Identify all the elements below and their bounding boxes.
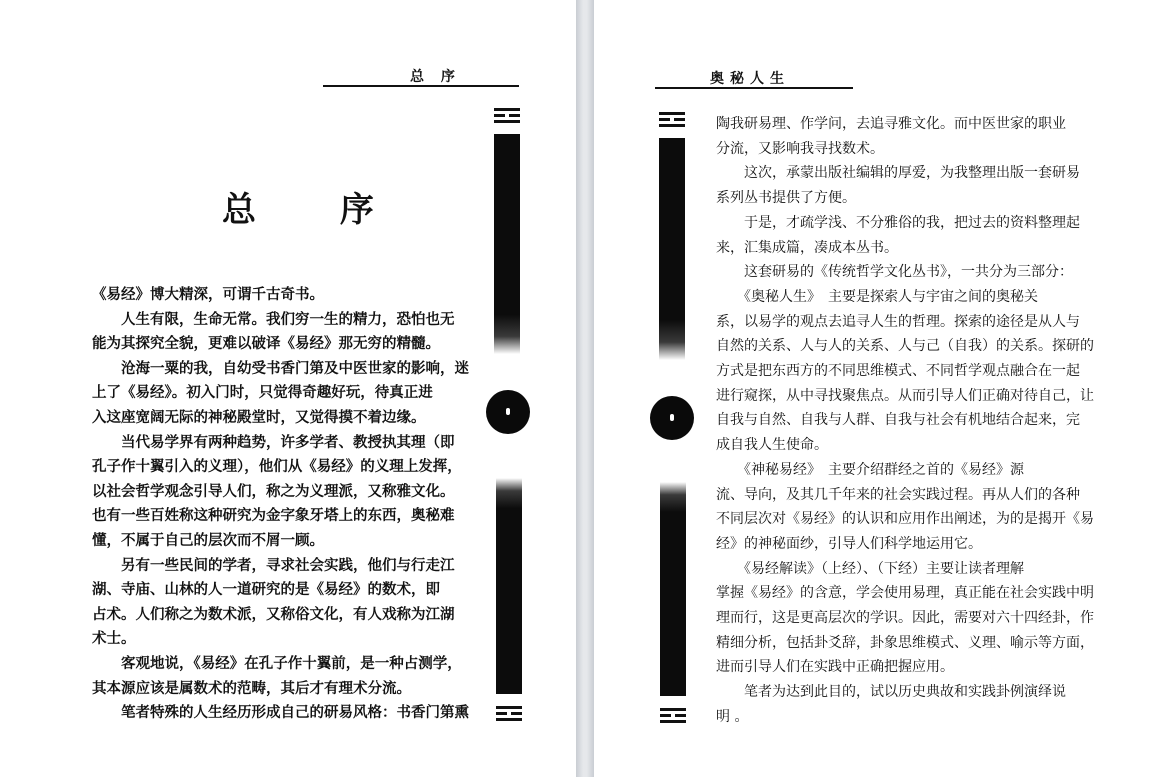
text-line: 经》的神秘面纱，引导人们科学地运用它。 bbox=[716, 535, 982, 552]
left-body-text bbox=[92, 283, 469, 726]
top-trigram-icon-right bbox=[659, 112, 685, 130]
circle-ornament-icon-left bbox=[486, 390, 530, 434]
top-trigram-icon-left bbox=[494, 108, 520, 126]
text-line: 以社会哲学观念引导人们，称之为义理派，又称雅文化。 bbox=[92, 482, 455, 500]
text-line: 成自我人生使命。 bbox=[716, 437, 828, 454]
text-line: 人生有限，生命无常。我们穷一生的精力，恐怕也无 bbox=[92, 310, 455, 328]
right-header-rule bbox=[655, 87, 853, 89]
text-line: 自我与自然、自我与人群、自我与社会有机地结合起来，完 bbox=[716, 412, 1080, 429]
text-line: 懂，不属于自己的层次而不屑一顾。 bbox=[92, 531, 324, 549]
page-title: 总 序 bbox=[222, 190, 410, 230]
left-header-rule bbox=[323, 85, 519, 87]
text-line: 沧海一粟的我，自幼受书香门第及中医世家的影响，迷 bbox=[92, 359, 469, 377]
bottom-trigram-icon-left bbox=[496, 706, 522, 724]
text-line: 当代易学界有两种趋势，许多学者、教授执其理（即 bbox=[92, 433, 455, 451]
right-running-header: 奥秘人生 bbox=[710, 71, 790, 87]
text-line: 上了《易经》。初入门时，只觉得奇趣好玩，待真正进 bbox=[92, 384, 433, 402]
decorative-bar-top-left bbox=[494, 134, 520, 354]
text-line: 来，汇集成篇，凑成本丛书。 bbox=[716, 239, 898, 256]
text-line: 精细分析，包括卦爻辞，卦象思维模式、义理、喻示等方面， bbox=[716, 634, 1094, 651]
text-line: 陶我研易理、作学问，去追寻雅文化。而中医世家的职业 bbox=[716, 116, 1066, 132]
text-line: 这次，承蒙出版社编辑的厚爱，为我整理出版一套研易 bbox=[716, 165, 1080, 182]
text-line: 笔者特殊的人生经历形成自己的研易风格：书香门第熏 bbox=[92, 704, 469, 722]
right-body-text bbox=[716, 112, 1094, 730]
text-line: 客观地说，《易经》在孔子作十翼前，是一种占测学， bbox=[92, 654, 462, 672]
text-line: 自然的关系、人与人的关系、人与己（自我）的关系。探研的 bbox=[716, 338, 1094, 355]
text-line: 湖、寺庙、山林的人一道研究的是《易经》的数术，即 bbox=[92, 581, 440, 599]
left-running-header: 总 序 bbox=[410, 69, 461, 85]
text-line: 系，以易学的观点去追寻人生的哲理。探索的途径是从人与 bbox=[716, 313, 1080, 330]
decorative-bar-bottom-right bbox=[660, 482, 686, 696]
text-line: 方式是把东西方的不同思维模式、不同哲学观点融合在一起 bbox=[716, 363, 1080, 380]
circle-ornament-icon-right bbox=[650, 396, 694, 440]
text-line: 进行窥探，从中寻找聚焦点。从而引导人们正确对待自己，让 bbox=[716, 387, 1094, 404]
decorative-bar-top-right bbox=[659, 138, 685, 360]
text-line: 《神秘易经》 主要介绍群经之首的《易经》源 bbox=[716, 461, 1024, 478]
text-line: 另有一些民间的学者，寻求社会实践，他们与行走江 bbox=[92, 556, 455, 574]
decorative-bar-bottom-left bbox=[496, 478, 522, 694]
text-line: 笔者为达到此目的，试以历史典故和实践卦例演绎说 bbox=[716, 684, 1066, 701]
text-line: 《奥秘人生》 主要是探索人与宇宙之间的奥秘关 bbox=[716, 288, 1038, 305]
text-line: 能为其探究全貌，更难以破译《易经》那无穷的精髓。 bbox=[92, 335, 440, 353]
text-line: 理而行，这是更高层次的学识。因此，需要对六十四经卦，作 bbox=[716, 610, 1094, 627]
bottom-trigram-icon-right bbox=[660, 708, 686, 726]
text-line: 分流，又影响我寻找数术。 bbox=[716, 140, 884, 157]
text-line: 流、导向，及其几千年来的社会实践过程。再从人们的各种 bbox=[716, 486, 1080, 503]
text-line: 进而引导人们在实践中正确把握应用。 bbox=[716, 659, 954, 676]
text-line: 《易经解读》（上经）、（下经）主要让读者理解 bbox=[716, 560, 1024, 577]
text-line: 也有一些百姓称这种研究为金字象牙塔上的东西，奥秘难 bbox=[92, 507, 455, 525]
text-line: 这套研易的《传统哲学文化丛书》，一共分为三部分： bbox=[716, 264, 1073, 281]
text-line: 不同层次对《易经》的认识和应用作出阐述，为的是揭开《易 bbox=[716, 511, 1094, 528]
text-line: 掌握《易经》的含意，学会使用易理，真正能在社会实践中明 bbox=[716, 585, 1094, 602]
text-line: 入这座宽阔无际的神秘殿堂时，又觉得摸不着边缘。 bbox=[92, 408, 426, 426]
text-line: 系列丛书提供了方便。 bbox=[716, 190, 856, 207]
text-line: 《易经》博大精深，可谓千古奇书。 bbox=[92, 286, 324, 303]
text-line: 明 。 bbox=[716, 708, 749, 725]
text-line: 术士。 bbox=[92, 630, 136, 648]
text-line: 其本源应该是属数术的范畴，其后才有理术分流。 bbox=[92, 679, 411, 697]
page-gutter bbox=[576, 0, 594, 777]
text-line: 占术。人们称之为数术派，又称俗文化，有人戏称为江湖 bbox=[92, 605, 455, 623]
text-line: 于是，才疏学浅、不分雅俗的我，把过去的资料整理起 bbox=[716, 214, 1080, 231]
text-line: 孔子作十翼引入的义理），他们从《易经》的义理上发挥， bbox=[92, 458, 462, 476]
